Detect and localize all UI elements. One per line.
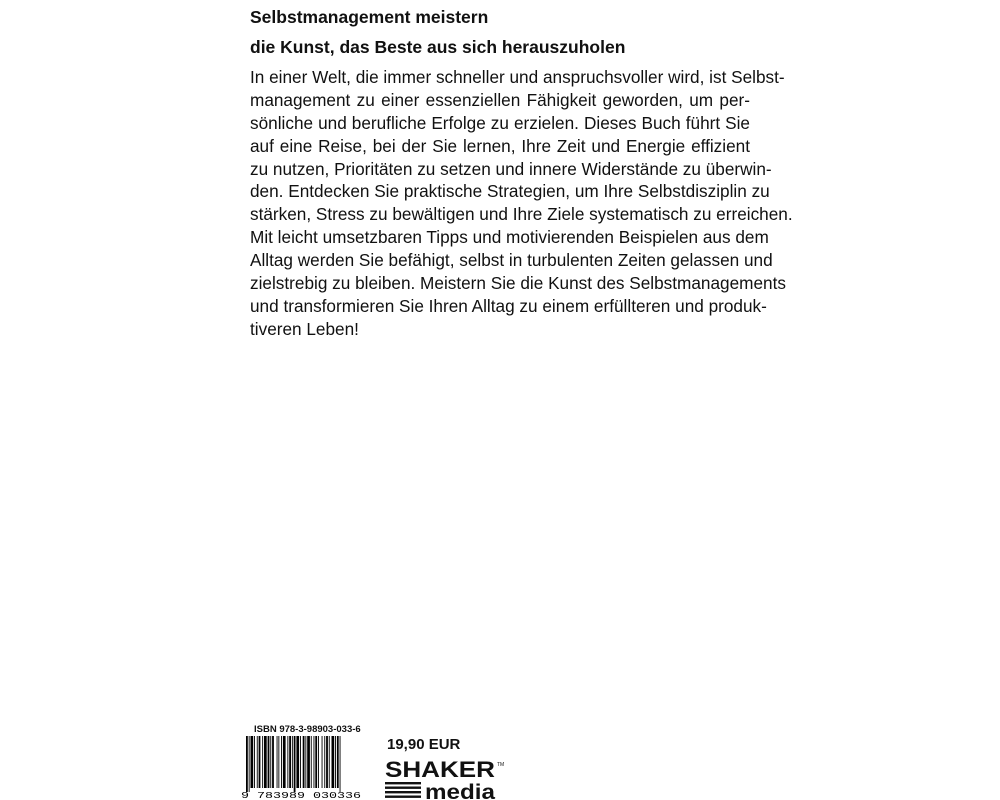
barcode-bar xyxy=(314,736,315,788)
barcode-bar xyxy=(292,736,293,788)
barcode-bar xyxy=(254,736,255,788)
barcode-bar xyxy=(259,736,261,788)
barcode-bar xyxy=(332,736,335,788)
blurb-line: Mit leicht umsetzbaren Tipps und motivierenden Beispielen aus dem xyxy=(250,227,769,248)
barcode-bar xyxy=(326,736,328,788)
blurb-line: sönliche und berufliche Erfolge zu erzielen. Dieses Buch führt Sie xyxy=(250,112,750,133)
barcode-bar xyxy=(264,736,267,788)
blurb-line: und transformieren Sie Ihren Alltag zu einem erfüllteren und produk- xyxy=(250,295,767,316)
barcode-digits: 9 783989 030336 xyxy=(241,791,361,800)
svg-text:media: media xyxy=(425,781,496,800)
barcode-bar xyxy=(315,736,317,788)
barcode-bar xyxy=(278,736,279,788)
barcode-bar xyxy=(257,736,258,788)
barcode-bar xyxy=(335,736,336,788)
title-subtitle: die Kunst, das Beste aus sich herauszuholen xyxy=(250,37,626,57)
barcode-bar xyxy=(270,736,271,788)
blurb-line: zu nutzen, Prioritäten zu setzen und innere Widerstände zu überwin- xyxy=(250,158,772,179)
barcode-bar xyxy=(311,736,312,788)
barcode-bar xyxy=(303,736,305,788)
blurb-line: zielstrebig zu bleiben. Meistern Sie die Kunst des Selbstmanagements xyxy=(250,273,786,294)
shaker-media-logo xyxy=(385,758,525,800)
svg-text:SHAKER: SHAKER xyxy=(385,758,496,782)
price: 19,90 EUR xyxy=(387,736,461,753)
blurb-line: management zu einer essenziellen Fähigkeit geworden, um per- xyxy=(250,89,750,110)
barcode-bar xyxy=(281,736,282,788)
blurb-line: stärken, Stress zu bewältigen und Ihre Ziele systematisch zu erreichen. xyxy=(250,204,793,225)
barcode-bar xyxy=(296,736,299,788)
barcode-icon xyxy=(240,736,368,800)
barcode-bar xyxy=(294,736,296,792)
barcode-bar xyxy=(262,736,263,788)
barcode-bar xyxy=(249,736,250,792)
barcode-bar xyxy=(277,736,278,788)
svg-text:TM: TM xyxy=(497,762,505,768)
barcode-bar xyxy=(246,736,248,792)
barcode-bar xyxy=(272,736,274,788)
barcode-bar xyxy=(322,736,323,788)
barcode-bar xyxy=(268,736,270,788)
barcode-bar xyxy=(300,736,301,788)
blurb-line: Alltag werden Sie befähigt, selbst in turbulenten Zeiten gelassen und xyxy=(250,250,773,271)
barcode-bar xyxy=(283,736,286,788)
barcode-bar xyxy=(318,736,319,788)
blurb-line: In einer Welt, die immer schneller und anspruchsvoller wird, ist Selbst- xyxy=(250,67,785,87)
barcode-bar xyxy=(289,736,291,788)
blurb-line: auf eine Reise, bei der Sie lernen, Ihre Zeit und Energie effizient xyxy=(250,135,750,156)
book-title xyxy=(250,2,770,62)
barcode-bar xyxy=(337,736,339,788)
barcode-bar xyxy=(340,736,341,792)
title-main: Selbstmanagement meistern xyxy=(250,7,489,27)
isbn-barcode xyxy=(240,724,372,800)
barcode-bar xyxy=(329,736,330,788)
barcode-bar xyxy=(287,736,288,788)
blurb-line: den. Entdecken Sie praktische Strategien, um Ihre Selbstdisziplin zu xyxy=(250,181,770,202)
blurb-line: tiveren Leben! xyxy=(250,318,359,339)
barcode-bar xyxy=(305,736,306,788)
back-cover-blurb xyxy=(250,66,793,341)
barcode-bar xyxy=(307,736,310,788)
isbn-number: ISBN 978-3-98903-033-6 xyxy=(254,724,361,735)
barcode-bar xyxy=(251,736,254,788)
barcode-bar xyxy=(324,736,325,788)
